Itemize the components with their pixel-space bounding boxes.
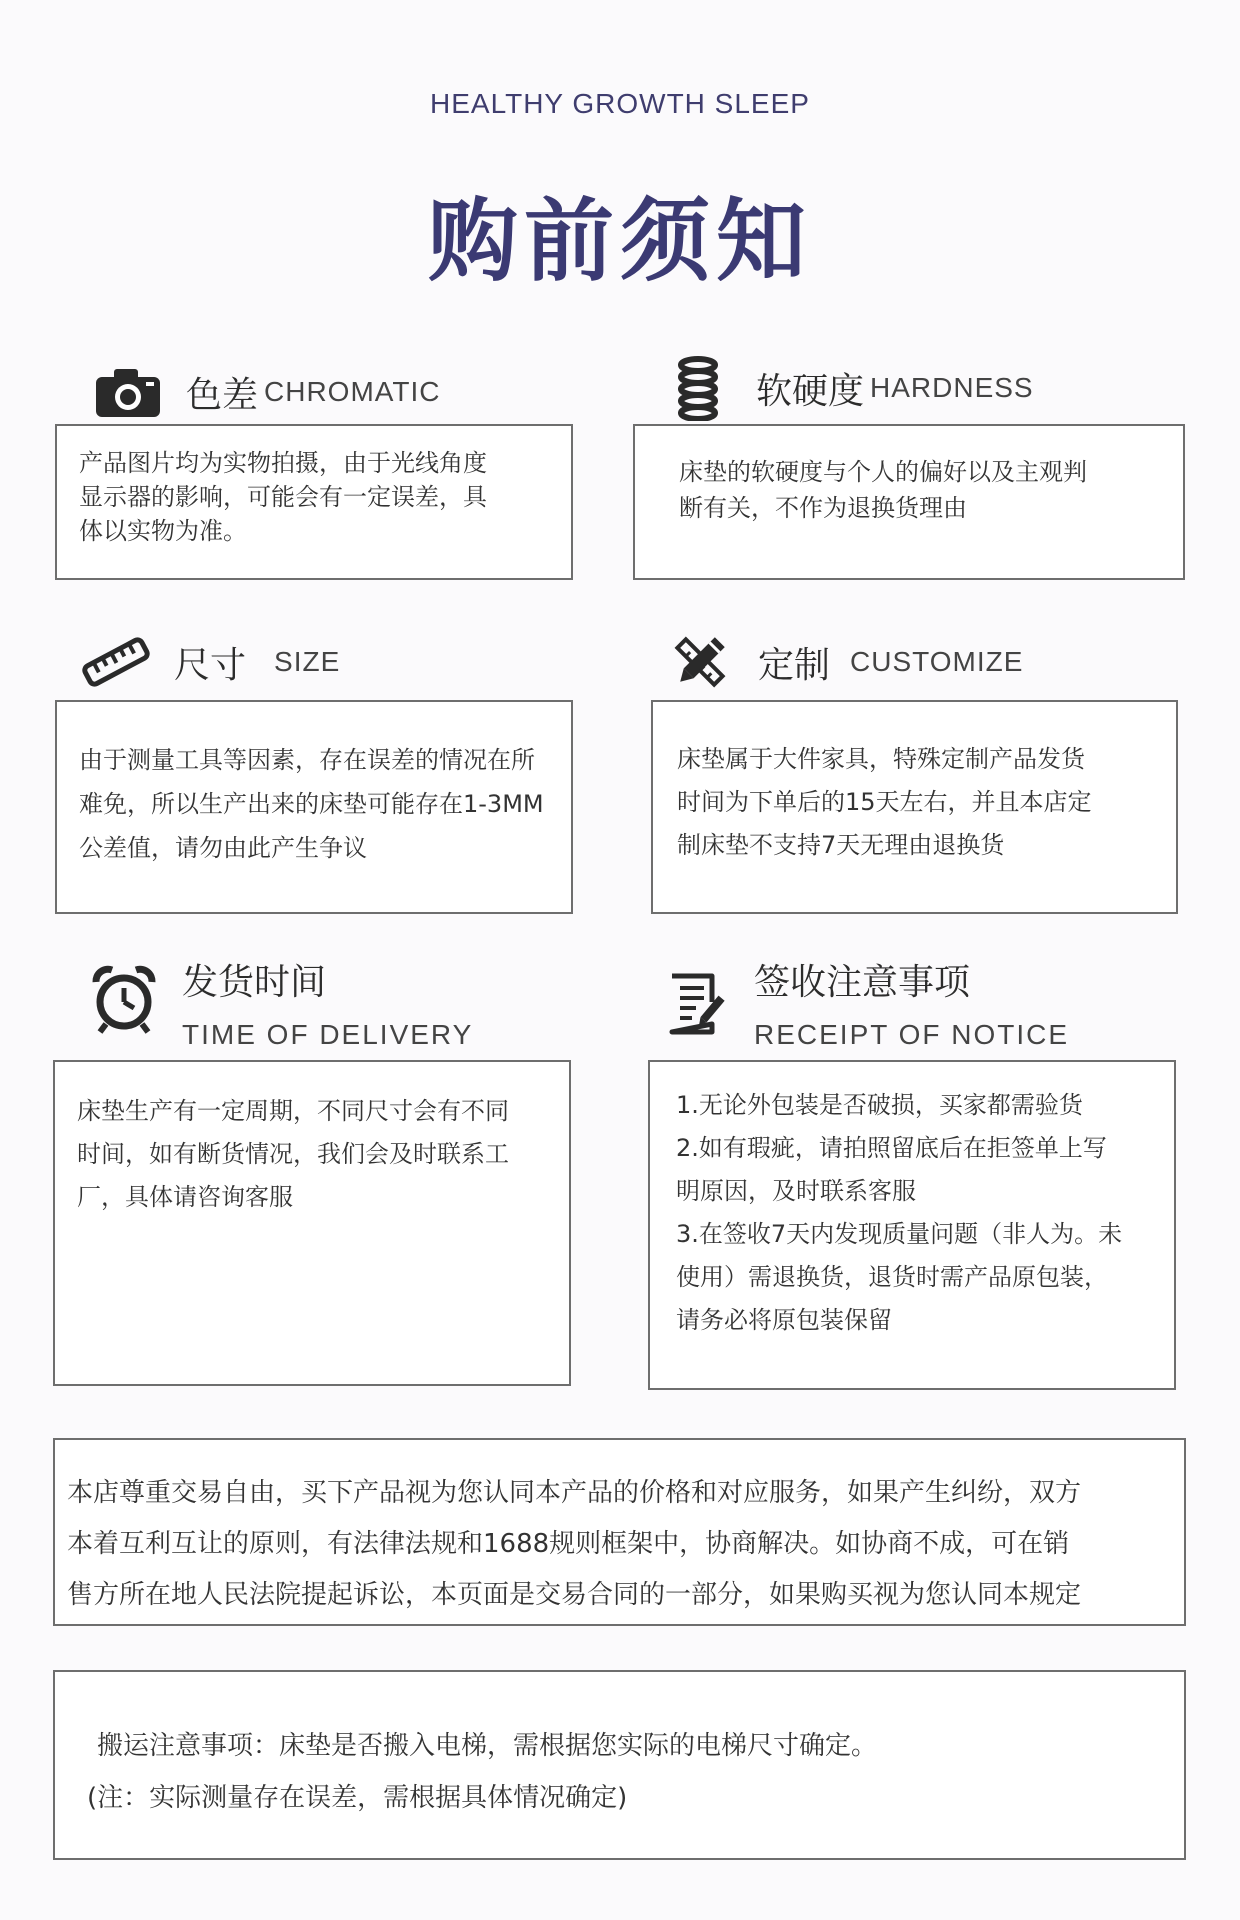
alarm-clock-icon (88, 964, 160, 1036)
chromatic-line-2: 显示器的影响，可能会有一定误差，具 (79, 483, 487, 511)
customize-title-zh: 定制 (758, 644, 831, 686)
delivery-box (53, 1060, 571, 1386)
receipt-heading (660, 954, 1069, 1051)
customize-line-2: 时间为下单后的15天左右，并且本店定 (677, 788, 1092, 816)
receipt-line-4: 3.在签收7天内发现质量问题（非人为。未 (676, 1220, 1123, 1248)
receipt-line-2: 2.如有瑕疵，请拍照留底后在拒签单上写 (676, 1134, 1107, 1162)
spring-icon (662, 352, 734, 424)
chromatic-title-en: CHROMATIC (264, 376, 441, 407)
transport-line-1: 搬运注意事项：床垫是否搬入电梯，需根据您实际的电梯尺寸确定。 (97, 1731, 878, 1761)
pencil-ruler-icon (664, 626, 736, 698)
terms-line-1: 本店尊重交易自由，买下产品视为您认同本产品的价格和对应服务，如果产生纠纷，双方 (67, 1478, 1082, 1508)
customize-box (651, 700, 1178, 914)
chromatic-box (55, 424, 573, 580)
delivery-title-zh: 发货时间 (182, 962, 327, 1003)
receipt-box (648, 1060, 1176, 1390)
document-icon (660, 968, 732, 1040)
hardness-line-2: 断有关，不作为退换货理由 (679, 494, 967, 522)
delivery-line-2: 时间，如有断货情况，我们会及时联系工 (77, 1140, 509, 1168)
terms-line-2: 本着互利互让的原则，有法律法规和1688规则框架中，协商解决。如协商不成，可在销 (67, 1529, 1070, 1559)
size-title-zh: 尺寸 (174, 644, 247, 686)
delivery-line-1: 床垫生产有一定周期，不同尺寸会有不同 (77, 1097, 509, 1125)
size-line-2: 难免，所以生产出来的床垫可能存在1-3MM (79, 790, 544, 818)
hardness-title-zh: 软硬度 (756, 370, 865, 412)
header-subtitle: HEALTHY GROWTH SLEEP (430, 88, 810, 119)
receipt-line-6: 请务必将原包装保留 (676, 1306, 892, 1334)
customize-line-1: 床垫属于大件家具，特殊定制产品发货 (677, 745, 1085, 773)
chromatic-line-1: 产品图片均为实物拍摄，由于光线角度 (79, 449, 487, 477)
chromatic-heading (92, 356, 440, 428)
terms-box (53, 1438, 1186, 1626)
hardness-heading (662, 352, 1034, 424)
delivery-line-3: 厂，具体请咨询客服 (77, 1183, 293, 1211)
delivery-title-en: TIME OF DELIVERY (182, 1019, 474, 1050)
camera-icon (92, 356, 164, 428)
size-title-en: SIZE (274, 646, 341, 677)
ruler-icon (80, 626, 152, 698)
hardness-box (633, 424, 1185, 580)
customize-title-en: CUSTOMIZE (850, 646, 1024, 677)
hardness-line-1: 床垫的软硬度与个人的偏好以及主观判 (679, 458, 1087, 486)
delivery-heading (88, 954, 473, 1051)
receipt-line-1: 1.无论外包装是否破损，买家都需验货 (676, 1091, 1083, 1119)
receipt-line-5: 使用）需退换货，退货时需产品原包装， (676, 1263, 1108, 1291)
size-box (55, 700, 573, 914)
receipt-title-zh: 签收注意事项 (754, 962, 971, 1003)
size-line-1: 由于测量工具等因素，存在误差的情况在所 (79, 746, 535, 774)
size-heading (80, 626, 340, 698)
terms-line-3: 售方所在地人民法院提起诉讼，本页面是交易合同的一部分，如果购买视为您认同本规定 (67, 1580, 1082, 1610)
transport-box (53, 1670, 1186, 1860)
size-line-3: 公差值，请勿由此产生争议 (79, 834, 367, 862)
customize-heading (664, 626, 1023, 698)
hardness-title-en: HARDNESS (870, 372, 1034, 403)
customize-line-3: 制床垫不支持7天无理由退换货 (677, 831, 1005, 859)
receipt-title-en: RECEIPT OF NOTICE (754, 1019, 1070, 1050)
chromatic-line-3: 体以实物为准。 (79, 517, 247, 545)
receipt-line-3: 明原因，及时联系客服 (676, 1177, 916, 1205)
page-title: 购前须知 (428, 189, 812, 294)
transport-line-2: (注：实际测量存在误差，需根据具体情况确定) (87, 1783, 628, 1813)
chromatic-title-zh: 色差 (186, 374, 259, 416)
